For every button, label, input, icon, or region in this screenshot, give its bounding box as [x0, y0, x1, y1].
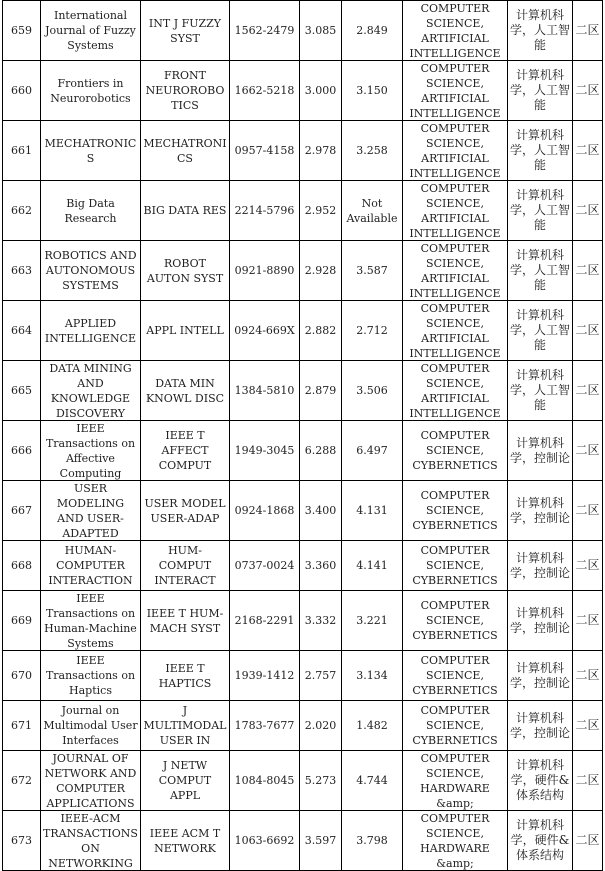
- issn: 1084-8045: [230, 751, 300, 811]
- zone: 二区: [573, 651, 603, 701]
- category: COMPUTER SCIENCE, ARTIFICIAL INTELLIGENCE: [403, 361, 508, 421]
- table-row: [3, 361, 603, 421]
- journal-title: IEEE-ACM TRANSACTIONS ON NETWORKING: [41, 811, 141, 871]
- zone: 二区: [573, 61, 603, 121]
- row-number: 670: [3, 651, 41, 701]
- issn: 1783-7677: [230, 701, 300, 751]
- journal-title: APPLIED INTELLIGENCE: [41, 301, 141, 361]
- row-number: 665: [3, 361, 41, 421]
- table-row: [3, 241, 603, 301]
- row-number: 669: [3, 591, 41, 651]
- table-row: [3, 701, 603, 751]
- category: COMPUTER SCIENCE, CYBERNETICS: [403, 541, 508, 591]
- row-number: 671: [3, 701, 41, 751]
- category: COMPUTER SCIENCE, CYBERNETICS: [403, 701, 508, 751]
- table-row: [3, 481, 603, 541]
- five-year-impact-factor: 3.150: [342, 61, 403, 121]
- cn-category: 计算机科学，人工智能: [508, 61, 573, 121]
- cn-category: 计算机科学，控制论: [508, 651, 573, 701]
- journal-abbreviation: INT J FUZZY SYST: [141, 1, 230, 61]
- issn: 1939-1412: [230, 651, 300, 701]
- row-number: 668: [3, 541, 41, 591]
- issn: 1063-6692: [230, 811, 300, 871]
- journal-abbreviation: USER MODEL USER-ADAP: [141, 481, 230, 541]
- journal-abbreviation: IEEE ACM T NETWORK: [141, 811, 230, 871]
- category: COMPUTER SCIENCE, HARDWARE &amp;: [403, 811, 508, 871]
- journal-title: IEEE Transactions on Affective Computing: [41, 421, 141, 481]
- journal-abbreviation: HUM-COMPUT INTERACT: [141, 541, 230, 591]
- category: COMPUTER SCIENCE, ARTIFICIAL INTELLIGENCE: [403, 301, 508, 361]
- row-number: 672: [3, 751, 41, 811]
- table-row: [3, 751, 603, 811]
- table-row: [3, 181, 603, 241]
- five-year-impact-factor: 4.131: [342, 481, 403, 541]
- zone: 二区: [573, 1, 603, 61]
- five-year-impact-factor: 3.221: [342, 591, 403, 651]
- five-year-impact-factor: 3.258: [342, 121, 403, 181]
- cn-category: 计算机科学，人工智能: [508, 361, 573, 421]
- cn-category: 计算机科学，控制论: [508, 591, 573, 651]
- five-year-impact-factor: 3.134: [342, 651, 403, 701]
- row-number: 667: [3, 481, 41, 541]
- impact-factor: 2.882: [300, 301, 342, 361]
- cn-category: 计算机科学，人工智能: [508, 301, 573, 361]
- row-number: 660: [3, 61, 41, 121]
- five-year-impact-factor: 2.712: [342, 301, 403, 361]
- cn-category: 计算机科学，人工智能: [508, 241, 573, 301]
- category: COMPUTER SCIENCE, HARDWARE &amp;: [403, 751, 508, 811]
- journal-title: JOURNAL OF NETWORK AND COMPUTER APPLICATIONS: [41, 751, 141, 811]
- journal-abbreviation: IEEE T AFFECT COMPUT: [141, 421, 230, 481]
- category: COMPUTER SCIENCE, ARTIFICIAL INTELLIGENCE: [403, 241, 508, 301]
- table-row: [3, 811, 603, 871]
- category: COMPUTER SCIENCE, CYBERNETICS: [403, 421, 508, 481]
- cn-category: 计算机科学，人工智能: [508, 121, 573, 181]
- five-year-impact-factor: Not Available: [342, 181, 403, 241]
- category: COMPUTER SCIENCE, ARTIFICIAL INTELLIGENCE: [403, 181, 508, 241]
- impact-factor: 6.288: [300, 421, 342, 481]
- row-number: 664: [3, 301, 41, 361]
- impact-factor: 3.400: [300, 481, 342, 541]
- journal-title: Big Data Research: [41, 181, 141, 241]
- journal-title: Journal on Multimodal User Interfaces: [41, 701, 141, 751]
- journal-abbreviation: FRONT NEUROROBOTICS: [141, 61, 230, 121]
- table-row: [3, 651, 603, 701]
- table-row: [3, 1, 603, 61]
- table-row: [3, 591, 603, 651]
- impact-factor: 2.978: [300, 121, 342, 181]
- category: COMPUTER SCIENCE, ARTIFICIAL INTELLIGENCE: [403, 61, 508, 121]
- table-row: [3, 121, 603, 181]
- cn-category: 计算机科学，控制论: [508, 541, 573, 591]
- impact-factor: 2.020: [300, 701, 342, 751]
- impact-factor: 3.597: [300, 811, 342, 871]
- cn-category: 计算机科学，控制论: [508, 421, 573, 481]
- journal-table: [2, 0, 603, 871]
- row-number: 662: [3, 181, 41, 241]
- row-number: 663: [3, 241, 41, 301]
- table-row: [3, 61, 603, 121]
- issn: 2168-2291: [230, 591, 300, 651]
- five-year-impact-factor: 6.497: [342, 421, 403, 481]
- issn: 0924-1868: [230, 481, 300, 541]
- zone: 二区: [573, 481, 603, 541]
- five-year-impact-factor: 4.744: [342, 751, 403, 811]
- issn: 0924-669X: [230, 301, 300, 361]
- five-year-impact-factor: 4.141: [342, 541, 403, 591]
- journal-title: IEEE Transactions on Human-Machine Systems: [41, 591, 141, 651]
- impact-factor: 2.952: [300, 181, 342, 241]
- five-year-impact-factor: 3.798: [342, 811, 403, 871]
- journal-title: USER MODELING AND USER-ADAPTED: [41, 481, 141, 541]
- journal-abbreviation: MECHATRONICS: [141, 121, 230, 181]
- zone: 二区: [573, 751, 603, 811]
- table-row: [3, 541, 603, 591]
- impact-factor: 3.000: [300, 61, 342, 121]
- zone: 二区: [573, 301, 603, 361]
- impact-factor: 3.085: [300, 1, 342, 61]
- cn-category: 计算机科学，控制论: [508, 481, 573, 541]
- category: COMPUTER SCIENCE, ARTIFICIAL INTELLIGENCE: [403, 121, 508, 181]
- journal-title: Frontiers in Neurorobotics: [41, 61, 141, 121]
- issn: 1662-5218: [230, 61, 300, 121]
- impact-factor: 5.273: [300, 751, 342, 811]
- journal-title: DATA MINING AND KNOWLEDGE DISCOVERY: [41, 361, 141, 421]
- impact-factor: 2.879: [300, 361, 342, 421]
- issn: 1384-5810: [230, 361, 300, 421]
- journal-title: International Journal of Fuzzy Systems: [41, 1, 141, 61]
- issn: 0921-8890: [230, 241, 300, 301]
- five-year-impact-factor: 3.587: [342, 241, 403, 301]
- journal-abbreviation: IEEE T HUM-MACH SYST: [141, 591, 230, 651]
- cn-category: 计算机科学，人工智能: [508, 181, 573, 241]
- journal-abbreviation: J NETW COMPUT APPL: [141, 751, 230, 811]
- category: COMPUTER SCIENCE, ARTIFICIAL INTELLIGENCE: [403, 1, 508, 61]
- table-body: [3, 1, 603, 871]
- category: COMPUTER SCIENCE, CYBERNETICS: [403, 481, 508, 541]
- table-row: [3, 301, 603, 361]
- cn-category: 计算机科学，人工智能: [508, 1, 573, 61]
- row-number: 666: [3, 421, 41, 481]
- impact-factor: 3.332: [300, 591, 342, 651]
- journal-title: ROBOTICS AND AUTONOMOUS SYSTEMS: [41, 241, 141, 301]
- cn-category: 计算机科学，控制论: [508, 701, 573, 751]
- zone: 二区: [573, 701, 603, 751]
- journal-abbreviation: IEEE T HAPTICS: [141, 651, 230, 701]
- journal-title: HUMAN-COMPUTER INTERACTION: [41, 541, 141, 591]
- impact-factor: 3.360: [300, 541, 342, 591]
- journal-abbreviation: BIG DATA RES: [141, 181, 230, 241]
- zone: 二区: [573, 181, 603, 241]
- journal-title: MECHATRONICS: [41, 121, 141, 181]
- issn: 1562-2479: [230, 1, 300, 61]
- zone: 二区: [573, 121, 603, 181]
- table-row: [3, 421, 603, 481]
- zone: 二区: [573, 361, 603, 421]
- row-number: 661: [3, 121, 41, 181]
- impact-factor: 2.928: [300, 241, 342, 301]
- cn-category: 计算机科学，硬件&体系结构: [508, 751, 573, 811]
- journal-abbreviation: ROBOT AUTON SYST: [141, 241, 230, 301]
- zone: 二区: [573, 241, 603, 301]
- zone: 二区: [573, 541, 603, 591]
- cn-category: 计算机科学，硬件&体系结构: [508, 811, 573, 871]
- zone: 二区: [573, 421, 603, 481]
- category: COMPUTER SCIENCE, CYBERNETICS: [403, 591, 508, 651]
- issn: 0957-4158: [230, 121, 300, 181]
- row-number: 659: [3, 1, 41, 61]
- zone: 二区: [573, 591, 603, 651]
- journal-abbreviation: J MULTIMODAL USER IN: [141, 701, 230, 751]
- issn: 1949-3045: [230, 421, 300, 481]
- category: COMPUTER SCIENCE, CYBERNETICS: [403, 651, 508, 701]
- journal-abbreviation: DATA MIN KNOWL DISC: [141, 361, 230, 421]
- journal-title: IEEE Transactions on Haptics: [41, 651, 141, 701]
- issn: 0737-0024: [230, 541, 300, 591]
- impact-factor: 2.757: [300, 651, 342, 701]
- zone: 二区: [573, 811, 603, 871]
- issn: 2214-5796: [230, 181, 300, 241]
- row-number: 673: [3, 811, 41, 871]
- five-year-impact-factor: 3.506: [342, 361, 403, 421]
- journal-abbreviation: APPL INTELL: [141, 301, 230, 361]
- five-year-impact-factor: 1.482: [342, 701, 403, 751]
- five-year-impact-factor: 2.849: [342, 1, 403, 61]
